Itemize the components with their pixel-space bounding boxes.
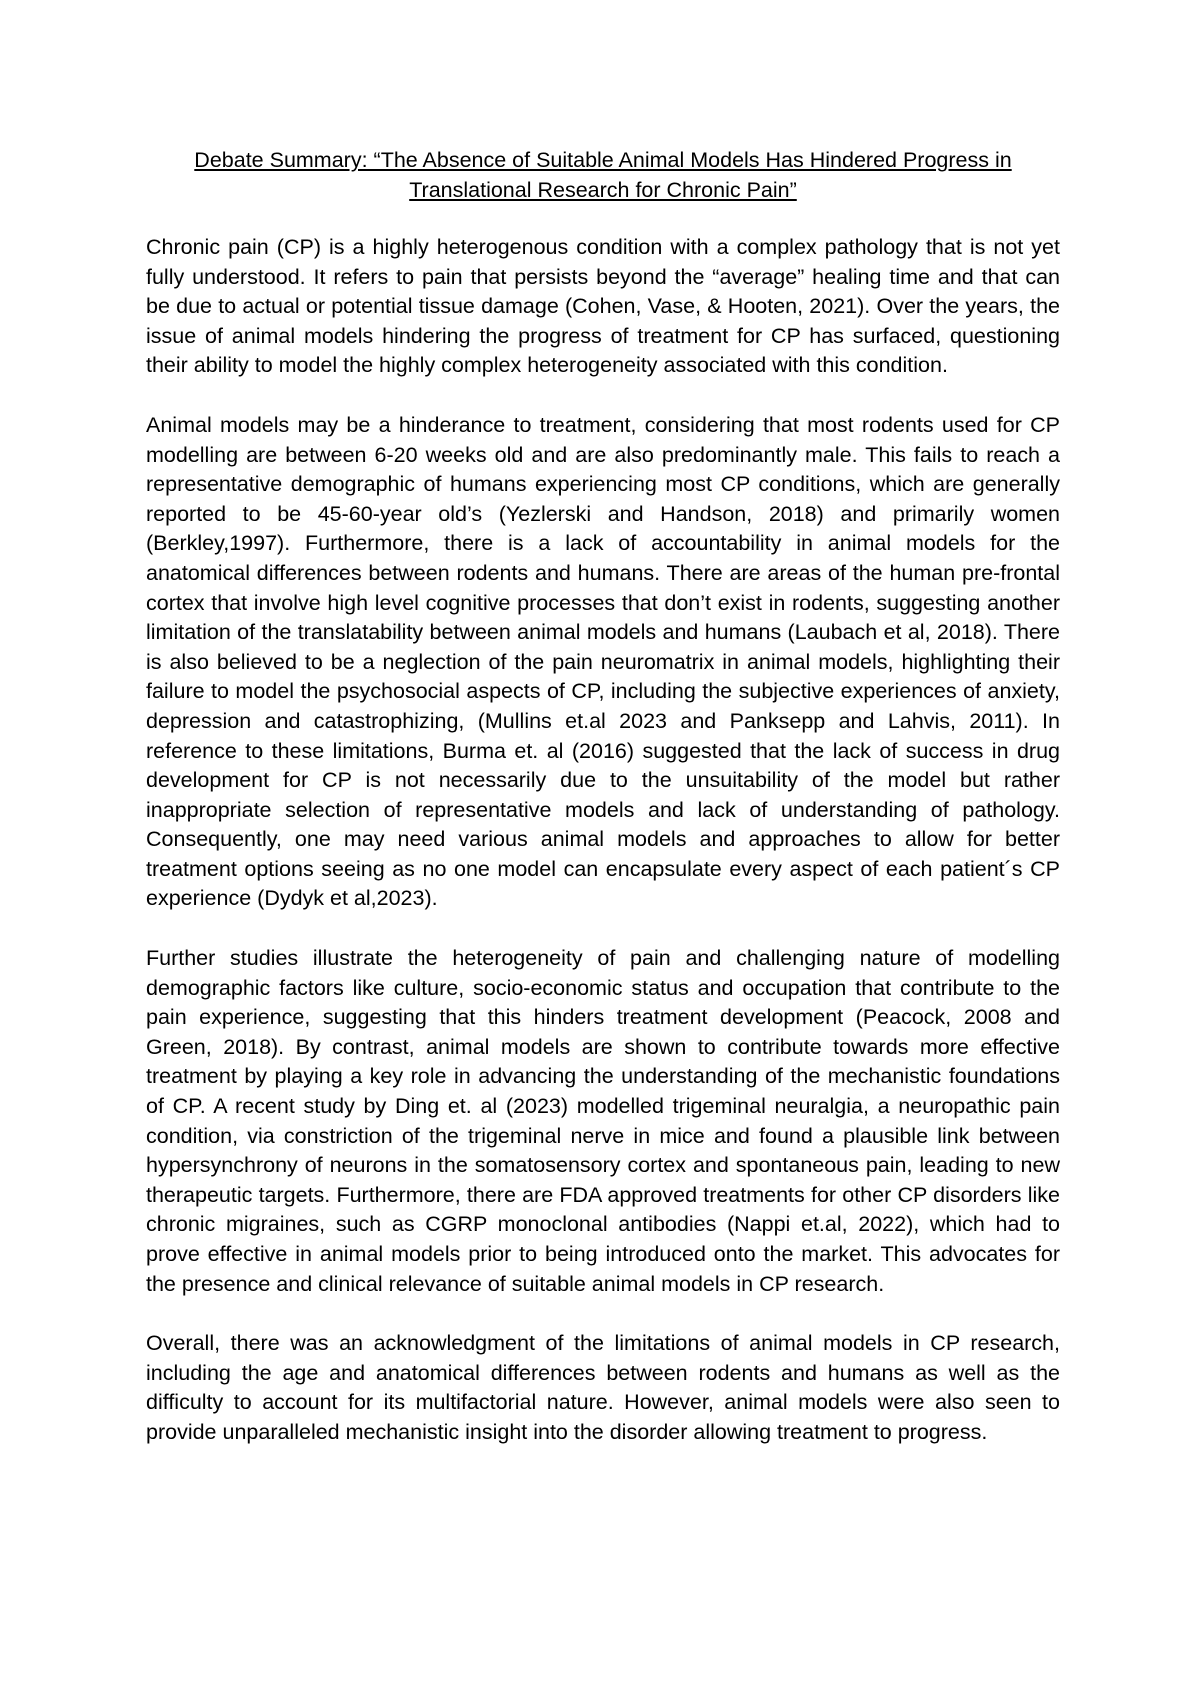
paragraph-conclusion: Overall, there was an acknowledgment of the limitations of animal models in CP research, including the age and anatomical differences between rodents and humans as well as the difficulty to account for its multifactorial nature. However, animal models were also seen to provide unparalleled mechanistic insight into the disorder allowing treatment to progress.: [146, 1331, 1060, 1444]
document-title: [146, 146, 1060, 205]
paragraph-introduction: Chronic pain (CP) is a highly heterogenous condition with a complex pathology that is not yet fully understood. It refers to pain that persists beyond the “average” healing time and that can be due to actual or potential tissue damage (Cohen, Vase, & Hooten, 2021). Over the years, the issue of animal models hindering the progress of treatment for CP has surfaced, questioning their ability to model the highly complex heterogeneity associated with this condition.: [146, 235, 1060, 378]
paragraph-limitations: Animal models may be a hinderance to treatment, considering that most rodents used for CP modelling are between 6-20 weeks old and are also predominantly male. This fails to reach a representative demographic of humans experiencing most CP conditions, which are generally reported to be 45-60-year old’s (Yezlerski and Handson, 2018) and primarily women (Berkley,1997). Furthermore, there is a lack of accountability in animal models for the anatomical differences between rodents and humans. There are areas of the human pre-frontal cortex that involve high level cognitive processes that don’t exist in rodents, suggesting another limitation of the translatability between animal models and humans (Laubach et al, 2018). There is also believed to be a neglection of the pain neuromatrix in animal models, highlighting their failure to model the psychosocial aspects of CP, including the subjective experiences of anxiety, depression and catastrophizing, (Mullins et.al 2023 and Panksepp and Lahvis, 2011). In reference to these limitations, Burma et. al (2016) suggested that the lack of success in drug development for CP is not necessarily due to the unsuitability of the model but rather inappropriate selection of representative models and lack of understanding of pathology. Consequently, one may need various animal models and approaches to allow for better treatment options seeing as no one model can encapsulate every aspect of each patient´s CP experience (Dydyk et al,2023).: [146, 412, 1060, 911]
paragraph-further-studies: Further studies illustrate the heterogeneity of pain and challenging nature of modelling demographic factors like culture, socio-economic status and occupation that contribute to the pain experience, suggesting that this hinders treatment development (Peacock, 2008 and Green, 2018). By contrast, animal models are shown to contribute towards more effective treatment by playing a key role in advancing the understanding of the mechanistic foundations of CP. A recent study by Ding et. al (2023) modelled trigeminal neuralgia, a neuropathic pain condition, via constriction of the trigeminal nerve in mice and found a plausible link between hypersynchrony of neurons in the somatosensory cortex and spontaneous pain, leading to new therapeutic targets. Furthermore, there are FDA approved treatments for other CP disorders like chronic migraines, such as CGRP monoclonal antibodies (Nappi et.al, 2022), which had to prove effective in animal models prior to being introduced onto the market. This advocates for the presence and clinical relevance of suitable animal models in CP research.: [146, 946, 1060, 1296]
title-line-1: Debate Summary: “The Absence of Suitable Animal Models Has Hindered Progress in: [194, 148, 1012, 172]
document-body: [146, 146, 1060, 1478]
title-line-2: Translational Research for Chronic Pain”: [409, 177, 797, 202]
